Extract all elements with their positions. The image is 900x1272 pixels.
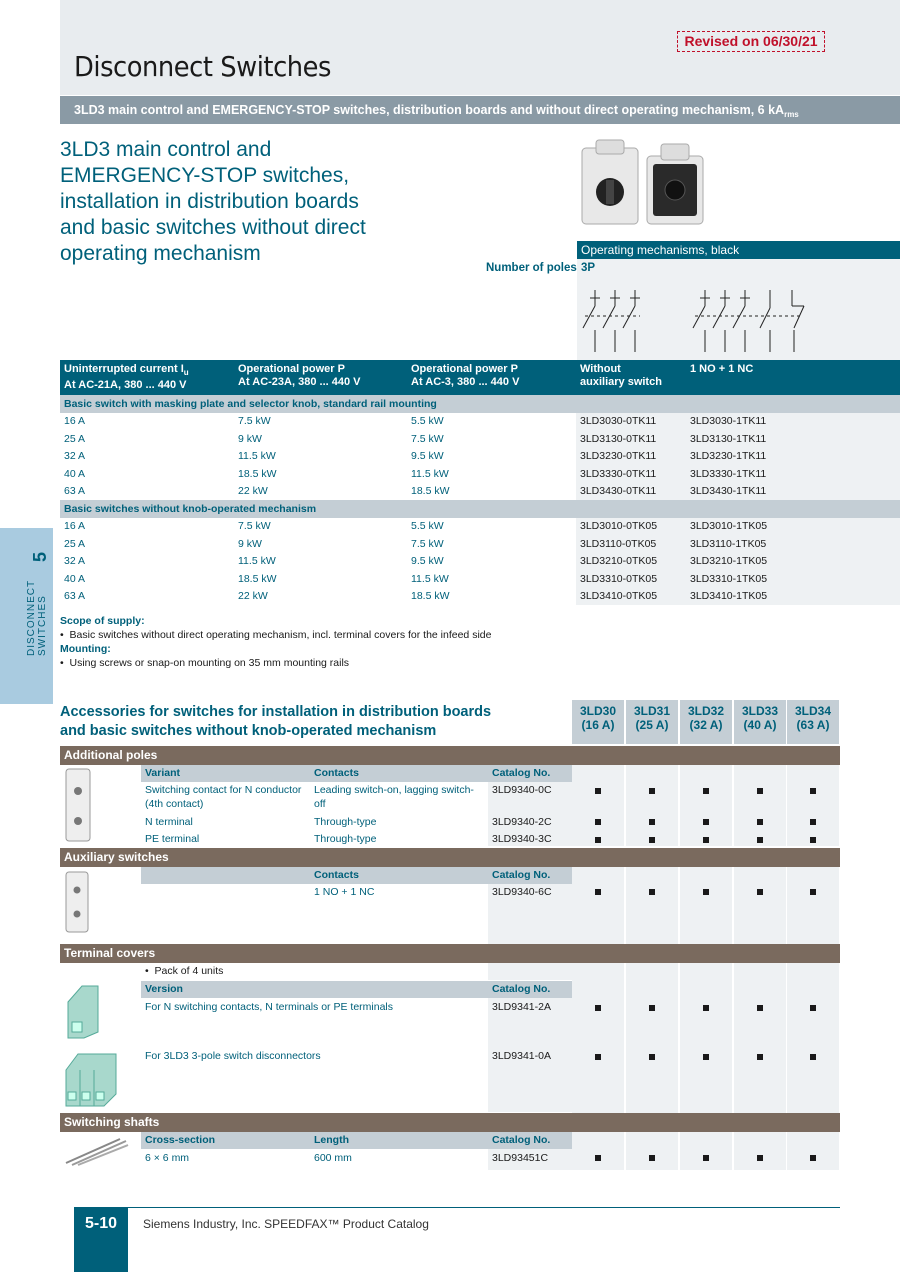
accessory-column-header	[787, 700, 839, 744]
catalog-without-cell: 3LD3230-0TK11	[576, 448, 686, 466]
ac3-cell: 5.5 kW	[411, 520, 444, 533]
availability-mark	[810, 837, 816, 843]
col-nonc: 1 NO + 1 NC	[686, 360, 900, 395]
mark-column-bg	[626, 765, 678, 846]
catalog-nonc-cell: 3LD3030-1TK11	[686, 413, 900, 431]
catalog-without-cell: 3LD3110-0TK05	[576, 535, 686, 553]
mark-column-bg	[626, 963, 678, 1113]
mark-column-bg	[680, 765, 732, 846]
availability-mark	[810, 889, 816, 895]
accessory-column-amps: (16 A)	[581, 718, 615, 732]
scope-text: Basic switches without direct operating mechanism, incl. terminal covers for the infeed side	[69, 629, 492, 641]
section-row	[60, 395, 900, 413]
col-current-sub: u	[183, 368, 189, 378]
mark-column-bg	[787, 765, 839, 846]
pole-catalog-1: 3LD9340-0C	[492, 784, 552, 796]
ac23-cell: 7.5 kW	[238, 520, 271, 533]
availability-mark	[810, 1005, 816, 1011]
table-row	[60, 535, 900, 553]
col-without-h2: auxiliary switch	[580, 376, 662, 388]
table-row	[60, 553, 900, 571]
cover-3pole-image	[62, 1050, 120, 1108]
section-row	[60, 500, 900, 518]
aux-catalog-header: Catalog No.	[492, 869, 551, 881]
col-ac3-h1: Operational power P	[411, 363, 518, 375]
additional-poles-bar: Additional poles	[60, 746, 840, 765]
availability-mark	[810, 788, 816, 794]
catalog-nonc-cell: 3LD3330-1TK11	[686, 465, 900, 483]
col-current	[60, 360, 234, 395]
pole-catalog-3: 3LD9340-3C	[492, 833, 552, 845]
length-header: Length	[314, 1134, 349, 1146]
accessory-column-amps: (40 A)	[743, 718, 777, 732]
ac3-cell: 9.5 kW	[411, 555, 444, 568]
current-cell: 16 A	[64, 520, 86, 533]
table-row	[60, 430, 900, 448]
accessory-column-amps: (32 A)	[689, 718, 723, 732]
accessory-column-type: 3LD34	[794, 704, 832, 718]
current-cell: 25 A	[64, 432, 86, 445]
ac23-cell: 18.5 kW	[238, 572, 277, 585]
current-cell: 32 A	[64, 555, 86, 568]
page-title: Disconnect Switches	[74, 50, 331, 83]
side-tab-label: DISCONNECT SWITCHES	[26, 580, 48, 656]
current-cell: 40 A	[64, 467, 86, 480]
col-without	[576, 360, 686, 395]
mark-column-bg	[626, 1132, 678, 1170]
col-ac23-h2: At AC-23A, 380 ... 440 V	[238, 376, 361, 388]
mark-column-bg	[572, 765, 624, 846]
section-title: Basic switch with masking plate and selector knob, standard rail mounting	[60, 395, 900, 413]
main-table-header	[60, 360, 900, 395]
col-current-h2: At AC-21A, 380 ... 440 V	[64, 379, 187, 392]
availability-mark	[595, 1054, 601, 1060]
current-cell: 32 A	[64, 450, 86, 463]
table-row	[60, 518, 900, 536]
pole-variant-1: Switching contact for N conductor (4th contact)	[145, 784, 302, 810]
current-cell: 16 A	[64, 415, 86, 428]
col-ac3-h2: At AC-3, 380 ... 440 V	[411, 376, 520, 388]
availability-mark	[757, 788, 763, 794]
availability-mark	[649, 837, 655, 843]
availability-mark	[703, 1155, 709, 1161]
scope-item: • Basic switches without direct operating mechanism, incl. terminal covers for the infeed side	[60, 629, 492, 641]
availability-mark	[595, 889, 601, 895]
main-table	[60, 360, 900, 605]
catalog-without-cell: 3LD3130-0TK11	[576, 430, 686, 448]
availability-mark	[703, 1005, 709, 1011]
catalog-without-cell: 3LD3210-0TK05	[576, 553, 686, 571]
ac3-cell: 7.5 kW	[411, 537, 444, 550]
current-cell: 40 A	[64, 572, 86, 585]
availability-mark	[595, 1155, 601, 1161]
ac3-cell: 11.5 kW	[411, 467, 449, 480]
col-current-h1: Uninterrupted current I	[64, 363, 184, 375]
mounting-item: • Using screws or snap-on mounting on 35 mm mounting rails	[60, 657, 350, 669]
catalog-without-cell: 3LD3310-0TK05	[576, 570, 686, 588]
pole-variant-2: N terminal	[145, 816, 193, 828]
accessory-column-type: 3LD31	[633, 704, 671, 718]
col-without-h1: Without	[580, 363, 621, 375]
poles-value: 3P	[581, 262, 596, 274]
catalog-nonc-cell: 3LD3430-1TK11	[686, 483, 900, 501]
availability-mark	[757, 837, 763, 843]
availability-mark	[595, 837, 601, 843]
catalog-without-cell: 3LD3010-0TK05	[576, 518, 686, 536]
catalog-header: Catalog No.	[492, 767, 551, 779]
switch-dark-image	[643, 138, 707, 228]
mark-column-bg	[734, 867, 786, 944]
availability-mark	[595, 819, 601, 825]
cover-catalog-1: 3LD9341-2A	[492, 1001, 551, 1013]
ac23-cell: 22 kW	[238, 485, 268, 498]
catalog-nonc-cell: 3LD3110-1TK05	[686, 535, 900, 553]
availability-mark	[595, 788, 601, 794]
mark-column-bg	[787, 1132, 839, 1170]
accessory-column-type: 3LD33	[741, 704, 779, 718]
mark-column-bg	[572, 1132, 624, 1170]
availability-mark	[649, 889, 655, 895]
catalog-nonc-cell: 3LD3130-1TK11	[686, 430, 900, 448]
mark-column-bg	[572, 963, 624, 1113]
ac23-cell: 11.5 kW	[238, 555, 276, 568]
ac3-cell: 5.5 kW	[411, 415, 444, 428]
intro-heading: 3LD3 main control and EMERGENCY-STOP switches, installation in distribution boards and basic switches without direct operating mechanism	[60, 138, 366, 265]
page-number: 5-10	[74, 1207, 128, 1272]
shafts-image	[64, 1133, 130, 1167]
cover-version-1: For N switching contacts, N terminals or PE terminals	[145, 1001, 393, 1013]
covers-subhead	[141, 981, 488, 998]
contacts-header: Contacts	[314, 767, 359, 779]
ac23-cell: 7.5 kW	[238, 415, 271, 428]
availability-mark	[703, 889, 709, 895]
accessory-column-header	[626, 700, 678, 744]
switch-grey-image	[578, 138, 642, 228]
notes	[60, 614, 491, 670]
accessory-column-type: 3LD30	[579, 704, 617, 718]
availability-mark	[810, 1054, 816, 1060]
accessory-column-header	[734, 700, 786, 744]
ac23-cell: 22 kW	[238, 590, 268, 603]
mark-column-bg	[680, 867, 732, 944]
availability-mark	[703, 1054, 709, 1060]
mark-column-bg	[680, 1132, 732, 1170]
col-ac3	[407, 360, 576, 395]
table-row	[60, 465, 900, 483]
aux-switch-image	[64, 870, 90, 934]
catalog-without-cell: 3LD3330-0TK11	[576, 465, 686, 483]
switching-shafts-bar: Switching shafts	[60, 1113, 840, 1132]
col-ac23-h1: Operational power P	[238, 363, 345, 375]
cover-catalog-2: 3LD9341-0A	[492, 1050, 551, 1062]
cover-version-2: For 3LD3 3-pole switch disconnectors	[145, 1050, 321, 1062]
revised-stamp: Revised on 06/30/21	[677, 31, 825, 52]
covers-bullet: • Pack of 4 units	[145, 965, 224, 977]
availability-mark	[595, 1005, 601, 1011]
accessories-title: Accessories for switches for installation in distribution boards and basic switches without knob-operated mechanism	[60, 704, 492, 739]
covers-bullet-bg	[488, 963, 572, 980]
aux-switches-bar: Auxiliary switches	[60, 848, 840, 867]
availability-mark	[649, 819, 655, 825]
table-row	[60, 483, 900, 501]
mounting-text: Using screws or snap-on mounting on 35 mm mounting rails	[69, 657, 350, 669]
cross-section-header: Cross-section	[145, 1134, 216, 1146]
availability-mark	[757, 1054, 763, 1060]
current-cell: 25 A	[64, 537, 86, 550]
catalog-without-cell: 3LD3410-0TK05	[576, 588, 686, 606]
pole-contacts-3: Through-type	[314, 833, 377, 845]
shafts-catalog-header: Catalog No.	[492, 1134, 551, 1146]
mark-column-bg	[734, 1132, 786, 1170]
ac23-cell: 18.5 kW	[238, 467, 277, 480]
availability-mark	[757, 819, 763, 825]
subtitle-text: 3LD3 main control and EMERGENCY-STOP switches, distribution boards and without direct operating mechanism, 6 kA	[74, 103, 785, 117]
catalog-without-cell: 3LD3430-0TK11	[576, 483, 686, 501]
accessory-column-amps: (25 A)	[635, 718, 669, 732]
mark-column-bg	[787, 963, 839, 1113]
op-mech-header: Operating mechanisms, black	[577, 241, 900, 259]
catalog-nonc-cell: 3LD3210-1TK05	[686, 553, 900, 571]
mark-column-bg	[787, 867, 839, 944]
availability-mark	[810, 1155, 816, 1161]
side-tab-number: 5	[30, 551, 50, 562]
cover-single-image	[62, 982, 104, 1040]
availability-mark	[703, 819, 709, 825]
pole-contacts-2: Through-type	[314, 816, 377, 828]
mark-column-bg	[626, 867, 678, 944]
mounting-heading: Mounting:	[60, 643, 111, 655]
mark-column-bg	[734, 963, 786, 1113]
current-cell: 63 A	[64, 590, 86, 603]
shaft-catalog: 3LD93451C	[492, 1152, 549, 1164]
subtitle-sub: rms	[784, 110, 799, 119]
ac23-cell: 9 kW	[238, 432, 262, 445]
catalog-nonc-cell: 3LD3410-1TK05	[686, 588, 900, 606]
availability-mark	[703, 837, 709, 843]
table-row	[60, 588, 900, 606]
aux-contacts: 1 NO + 1 NC	[314, 886, 375, 898]
accessory-column-type: 3LD32	[687, 704, 725, 718]
catalog-nonc-cell: 3LD3230-1TK11	[686, 448, 900, 466]
pole-variant-3: PE terminal	[145, 833, 200, 845]
version-header: Version	[145, 983, 183, 995]
section-title: Basic switches without knob-operated mechanism	[60, 500, 900, 518]
table-row	[60, 448, 900, 466]
aux-contacts-header: Contacts	[314, 869, 359, 881]
catalog-nonc-cell: 3LD3010-1TK05	[686, 518, 900, 536]
shaft-length: 600 mm	[314, 1152, 352, 1164]
poles-label: Number of poles	[486, 262, 577, 274]
accessory-column-header	[680, 700, 732, 744]
scope-heading: Scope of supply:	[60, 615, 145, 627]
footer-line	[74, 1207, 840, 1208]
aux-catalog: 3LD9340-6C	[492, 886, 552, 898]
mark-column-bg	[734, 765, 786, 846]
ac3-cell: 18.5 kW	[411, 590, 450, 603]
shaft-cross-section: 6 × 6 mm	[145, 1152, 190, 1164]
availability-mark	[703, 788, 709, 794]
availability-mark	[757, 1155, 763, 1161]
covers-bullet-text: Pack of 4 units	[154, 965, 224, 977]
current-cell: 63 A	[64, 485, 86, 498]
availability-mark	[649, 1155, 655, 1161]
variant-header: Variant	[145, 767, 181, 779]
availability-mark	[757, 1005, 763, 1011]
pole-catalog-2: 3LD9340-2C	[492, 816, 552, 828]
accessory-column-amps: (63 A)	[796, 718, 830, 732]
catalog-nonc-cell: 3LD3310-1TK05	[686, 570, 900, 588]
circuit-3p-icon	[580, 288, 650, 354]
table-row	[60, 570, 900, 588]
ac23-cell: 11.5 kW	[238, 450, 276, 463]
col-ac23	[234, 360, 407, 395]
accessory-column-header	[572, 700, 624, 744]
availability-mark	[649, 788, 655, 794]
table-row	[60, 413, 900, 431]
availability-mark	[810, 819, 816, 825]
mark-column-bg	[572, 867, 624, 944]
availability-mark	[757, 889, 763, 895]
availability-mark	[649, 1054, 655, 1060]
catalog-without-cell: 3LD3030-0TK11	[576, 413, 686, 431]
footer-text: Siemens Industry, Inc. SPEEDFAX™ Product Catalog	[143, 1217, 429, 1231]
additional-pole-image	[64, 767, 92, 843]
subtitle-bar	[60, 96, 900, 124]
circuit-3p-aux-icon	[690, 288, 810, 354]
ac3-cell: 9.5 kW	[411, 450, 444, 463]
ac3-cell: 11.5 kW	[411, 572, 449, 585]
terminal-covers-bar: Terminal covers	[60, 944, 840, 963]
availability-mark	[649, 1005, 655, 1011]
ac23-cell: 9 kW	[238, 537, 262, 550]
ac3-cell: 7.5 kW	[411, 432, 444, 445]
ac3-cell: 18.5 kW	[411, 485, 450, 498]
mark-column-bg	[680, 963, 732, 1113]
pole-contacts-1: Leading switch-on, lagging switch-off	[314, 784, 474, 810]
covers-catalog-header: Catalog No.	[492, 983, 551, 995]
